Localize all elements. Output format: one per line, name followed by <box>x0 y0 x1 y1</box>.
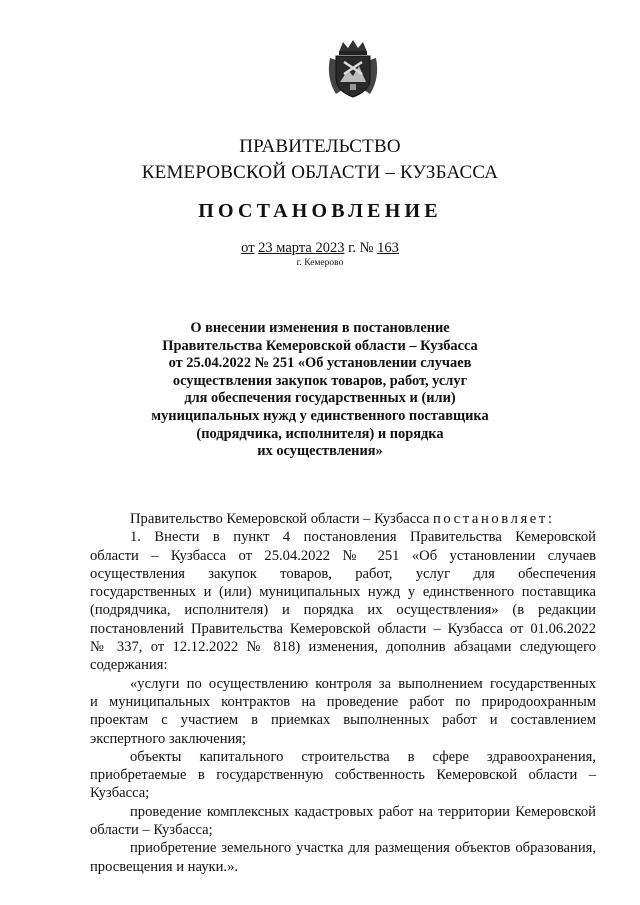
body-line: «услуги по осуществлению контроля за выполнением государственных <box>130 675 596 692</box>
document-body <box>90 510 596 876</box>
city: г. Кемерово <box>296 258 344 268</box>
body-line: осуществления закупок товаров, работ, услуг для обеспечения <box>90 565 596 582</box>
body-line: области – Кузбасса от 25.04.2022 № 251 «Об установлении случаев <box>90 547 596 564</box>
body-line: экспертного заключения; <box>90 730 247 747</box>
body-line: приобретаемые в государственную собственность Кемеровской области – <box>90 767 596 784</box>
body-line: проектам с участием в приемках выполненных работ и составлением <box>90 712 596 729</box>
document-type: ПОСТАНОВЛЕНИЕ <box>198 200 442 222</box>
title-line: их осуществления» <box>257 443 383 460</box>
body-line: просвещения и науки.». <box>90 858 239 875</box>
title-line: (подрядчика, исполнителя) и порядка <box>196 425 444 442</box>
intro-line <box>90 510 596 528</box>
body-line: 1. Внести в пункт 4 постановления Правительства Кемеровской <box>130 529 596 546</box>
government-name-line2: КЕМЕРОВСКОЙ ОБЛАСТИ – КУЗБАССА <box>141 162 499 183</box>
document-date: 23 марта 2023 <box>258 240 345 256</box>
body-line: приобретение земельного участка для размещения объектов образования, <box>130 840 596 857</box>
body-line: постановлений Правительства Кемеровской области – Кузбасса от 01.06.2022 <box>90 620 596 637</box>
intro-text: Правительство Кемеровской области – Кузбасса <box>130 511 430 527</box>
kuzbass-coat-of-arms-icon <box>324 38 382 98</box>
body-line: Кузбасса; <box>90 785 150 802</box>
body-line: и муниципальных контрактов на проведение работ по природоохранным <box>90 693 596 710</box>
body-line: № 337, от 12.12.2022 № 818) изменения, дополнив абзацами следующего <box>90 639 596 656</box>
title-line: для обеспечения государственных и (или) <box>184 390 456 407</box>
intro-verb: постановляет: <box>433 511 555 527</box>
body-line: государственных и (или) муниципальных нужд у единственного поставщика <box>90 584 596 601</box>
title-line: О внесении изменения в постановление <box>190 320 450 336</box>
number-prefix: г. № <box>348 240 374 256</box>
document-title <box>148 320 492 461</box>
document-number: 163 <box>377 240 399 256</box>
body-line: проведение комплексных кадастровых работ на территории Кемеровской <box>130 803 596 820</box>
title-line: муниципальных нужд у единственного поставщика <box>151 407 489 424</box>
title-line: от 25.04.2022 № 251 «Об установлении случаев <box>168 355 472 372</box>
title-line: Правительства Кемеровской области – Кузбасса <box>162 337 478 354</box>
title-line: осуществления закупок товаров, работ, услуг <box>172 372 468 389</box>
body-line: области – Кузбасса; <box>90 822 213 839</box>
date-line <box>0 240 640 257</box>
body-line: объекты капитального строительства в сфере здравоохранения, <box>130 748 596 765</box>
body-line: содержания: <box>90 657 168 674</box>
body-line: (подрядчика, исполнителя) и порядка их осуществления» (в редакции <box>90 602 596 619</box>
government-name-line1: ПРАВИТЕЛЬСТВО <box>239 136 401 157</box>
date-prefix: от <box>241 240 255 256</box>
